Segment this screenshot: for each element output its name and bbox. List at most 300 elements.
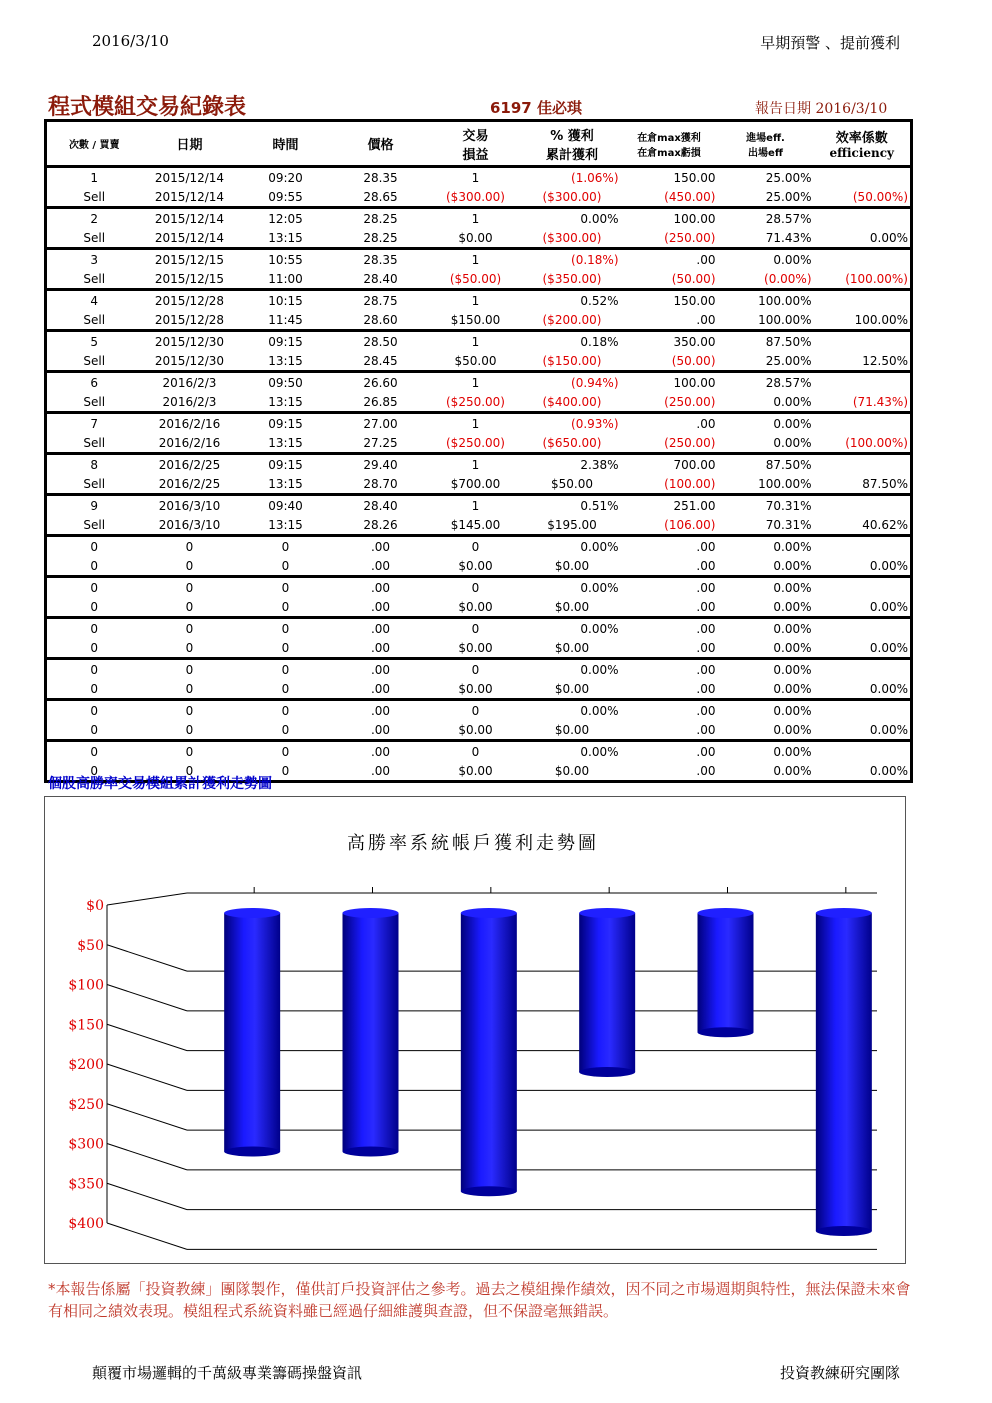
- table-cell: [814, 700, 912, 721]
- page-title: 程式模組交易紀錄表: [48, 94, 247, 120]
- table-cell: 0: [471, 703, 480, 718]
- table-cell: (0.94%): [571, 375, 619, 390]
- table-cell: $50.00: [524, 474, 621, 495]
- table-cell: 28.40: [363, 498, 398, 513]
- table-cell: 0.00%: [814, 228, 912, 249]
- table-cell: .00: [696, 252, 716, 267]
- table-cell: (250.00): [621, 392, 718, 413]
- table-cell: .00: [696, 744, 716, 759]
- table-cell: 1: [471, 416, 480, 431]
- table-cell: 700.00: [673, 457, 716, 472]
- table-cell: $0.00: [428, 228, 524, 249]
- chart-bar-bottom: [343, 1147, 399, 1157]
- table-cell: .00: [621, 720, 718, 741]
- table-cell: 2016/2/25: [142, 474, 238, 495]
- table-cell: $0.00: [428, 720, 524, 741]
- table-row-entry: [46, 208, 912, 229]
- table-cell: 0.00%: [814, 720, 912, 741]
- chart-y-tick-label: $250: [68, 1096, 104, 1113]
- table-row-entry: [46, 331, 912, 352]
- table-cell: 1: [471, 252, 480, 267]
- table-cell: 0: [238, 597, 334, 618]
- table-cell: 150.00: [673, 293, 716, 308]
- table-row-entry: [46, 741, 912, 762]
- table-cell: Sell: [46, 310, 142, 331]
- table-cell: .00: [334, 761, 428, 782]
- col-eff-header-1: 進場eff.: [746, 132, 785, 144]
- table-cell: 26.60: [363, 375, 398, 390]
- table-row-exit: [46, 638, 912, 659]
- table-cell: 2016/2/16: [142, 433, 238, 454]
- table-cell: 0: [142, 556, 238, 577]
- table-cell: .00: [696, 416, 716, 431]
- table-row-entry: [46, 618, 912, 639]
- table-cell: $195.00: [524, 515, 621, 536]
- col-efficiency-header-1: 效率係數: [835, 131, 888, 146]
- table-cell: 25.00%: [718, 187, 814, 208]
- table-cell: .00: [370, 703, 391, 718]
- table-cell: (0.18%): [571, 252, 619, 267]
- table-cell: 28.35: [363, 252, 398, 267]
- table-cell: 0: [46, 597, 142, 618]
- col-efficiency-header-2: efficiency: [829, 146, 895, 160]
- chart-title: 高勝率系統帳戶獲利走勢圖: [347, 833, 599, 854]
- table-cell: 150.00: [673, 170, 716, 185]
- table-cell: [814, 290, 912, 311]
- table-cell: 0: [142, 720, 238, 741]
- table-cell: 0: [46, 700, 142, 721]
- table-row-entry: [46, 700, 912, 721]
- table-cell: [814, 167, 912, 188]
- table-cell: (100.00%): [814, 269, 912, 290]
- table-cell: (71.43%): [814, 392, 912, 413]
- table-cell: $0.00: [428, 638, 524, 659]
- col-date-header: 日期: [142, 121, 238, 167]
- table-cell: 28.60: [334, 310, 428, 331]
- col-pct-header-1: % 獲利: [550, 128, 594, 144]
- table-cell: $0.00: [428, 597, 524, 618]
- table-cell: 29.40: [363, 457, 398, 472]
- chart-gridline-depth: [107, 1064, 187, 1090]
- table-cell: 0.52%: [580, 293, 619, 308]
- table-cell: [814, 741, 912, 762]
- chart-bar-bottom: [579, 1067, 635, 1077]
- table-cell: 0: [185, 662, 194, 677]
- table-cell: $0.00: [524, 761, 621, 782]
- table-cell: 0.00%: [773, 621, 812, 636]
- table-cell: 0: [238, 638, 334, 659]
- col-efficiency-header: [814, 121, 912, 167]
- table-cell: Sell: [46, 515, 142, 536]
- header-tagline: 早期預警 、提前獲利: [760, 34, 900, 52]
- table-cell: 0.00%: [814, 597, 912, 618]
- table-cell: 4: [46, 290, 142, 311]
- table-cell: 25.00%: [765, 170, 812, 185]
- table-cell: 2016/2/3: [142, 392, 238, 413]
- table-cell: 28.70: [334, 474, 428, 495]
- table-cell: $0.00: [524, 597, 621, 618]
- chart-y-tick-label: $300: [68, 1136, 104, 1153]
- chart-gridline-depth: [107, 1104, 187, 1130]
- table-cell: 2: [46, 208, 142, 229]
- chart-bar-top: [816, 908, 872, 918]
- table-cell: 100.00%: [718, 310, 814, 331]
- chart-gridline-depth: [107, 985, 187, 1011]
- table-cell: ($150.00): [524, 351, 621, 372]
- table-cell: 8: [46, 454, 142, 475]
- col-pct-header: [524, 121, 621, 167]
- table-cell: 25.00%: [718, 351, 814, 372]
- col-time-header: 時間: [238, 121, 334, 167]
- table-cell: 11:45: [238, 310, 334, 331]
- table-cell: .00: [621, 556, 718, 577]
- table-cell: .00: [370, 580, 391, 595]
- table-cell: 09:15: [268, 457, 303, 472]
- table-cell: .00: [696, 703, 716, 718]
- chart-bar: [698, 908, 754, 1037]
- table-cell: 0: [471, 539, 480, 554]
- chart-gridline-depth: [107, 1183, 187, 1209]
- table-cell: .00: [621, 597, 718, 618]
- table-cell: Sell: [46, 187, 142, 208]
- table-cell: $0.00: [524, 679, 621, 700]
- table-cell: Sell: [46, 392, 142, 413]
- table-row-entry: [46, 290, 912, 311]
- table-row-entry: [46, 249, 912, 270]
- table-cell: Sell: [46, 228, 142, 249]
- table-cell: 2015/12/28: [142, 310, 238, 331]
- table-cell: 28.35: [363, 170, 398, 185]
- table-cell: 1: [471, 211, 480, 226]
- table-cell: ($300.00): [524, 228, 621, 249]
- table-cell: 0.00%: [718, 597, 814, 618]
- table-cell: 0: [46, 679, 142, 700]
- col-max-header-2: 在倉max虧損: [637, 147, 701, 159]
- table-cell: 0.00%: [814, 679, 912, 700]
- table-cell: 27.25: [334, 433, 428, 454]
- col-eff-header-2: 出場eff: [748, 147, 783, 159]
- table-cell: 5: [46, 331, 142, 352]
- table-cell: 28.57%: [765, 375, 812, 390]
- table-cell: 0.00%: [580, 580, 619, 595]
- table-cell: 0: [46, 638, 142, 659]
- chart-bar-body: [816, 913, 872, 1231]
- table-row-exit: [46, 187, 912, 208]
- table-cell: $150.00: [428, 310, 524, 331]
- table-cell: 2016/2/25: [158, 457, 221, 472]
- table-row-entry: [46, 536, 912, 557]
- table-cell: 251.00: [673, 498, 716, 513]
- table-row-exit: [46, 556, 912, 577]
- table-cell: 28.50: [363, 334, 398, 349]
- table-cell: 0: [238, 679, 334, 700]
- table-cell: 71.43%: [718, 228, 814, 249]
- table-cell: .00: [334, 720, 428, 741]
- table-cell: 0: [142, 761, 238, 782]
- table-cell: (50.00): [621, 269, 718, 290]
- table-cell: 0.51%: [580, 498, 619, 513]
- table-cell: ($350.00): [524, 269, 621, 290]
- table-cell: [814, 413, 912, 434]
- chart-gridline-depth: [107, 1024, 187, 1050]
- table-cell: 0.00%: [718, 638, 814, 659]
- chart-gridline-depth: [107, 1223, 187, 1249]
- table-cell: 0.00%: [580, 539, 619, 554]
- table-cell: 70.31%: [718, 515, 814, 536]
- table-cell: $0.00: [524, 556, 621, 577]
- table-cell: 2016/2/16: [158, 416, 221, 431]
- table-cell: 0: [46, 618, 142, 639]
- table-cell: 0: [281, 703, 290, 718]
- table-cell: 13:15: [238, 392, 334, 413]
- chart-y-tick-label: $150: [68, 1017, 104, 1034]
- table-cell: 09:55: [238, 187, 334, 208]
- table-cell: [814, 249, 912, 270]
- table-cell: 0: [281, 662, 290, 677]
- table-cell: 2015/12/30: [154, 334, 225, 349]
- table-cell: 0: [238, 556, 334, 577]
- chart-bar-top: [343, 908, 399, 918]
- chart-gridline-depth: [107, 1144, 187, 1170]
- table-cell: (0.93%): [571, 416, 619, 431]
- table-cell: 0.00%: [718, 679, 814, 700]
- table-cell: ($300.00): [524, 187, 621, 208]
- table-cell: 0: [46, 556, 142, 577]
- chart-bar-body: [579, 913, 635, 1072]
- chart-y-tick-label: $200: [68, 1057, 104, 1073]
- table-row-exit: [46, 310, 912, 331]
- col-max-header: [621, 121, 718, 167]
- table-cell: 0: [142, 679, 238, 700]
- table-cell: Sell: [46, 474, 142, 495]
- table-cell: [814, 454, 912, 475]
- table-cell: [814, 372, 912, 393]
- table-cell: 7: [46, 413, 142, 434]
- chart-y-tick-label: $350: [68, 1176, 104, 1193]
- table-cell: 12:05: [268, 211, 303, 226]
- table-cell: (0.00%): [718, 269, 814, 290]
- table-cell: 0.00%: [718, 720, 814, 741]
- table-cell: 100.00: [673, 375, 716, 390]
- table-cell: 0: [281, 621, 290, 636]
- table-cell: 0.00%: [718, 761, 814, 782]
- col-trade-header: 次數 / 買賣: [46, 121, 142, 167]
- chart-bar-top: [579, 908, 635, 918]
- col-price-header: 價格: [334, 121, 428, 167]
- table-cell: 1: [471, 375, 480, 390]
- table-row-exit: [46, 597, 912, 618]
- table-cell: [814, 536, 912, 557]
- table-cell: 0: [281, 580, 290, 595]
- table-row-entry: [46, 454, 912, 475]
- chart-y-axis: [68, 898, 104, 1232]
- table-cell: .00: [621, 679, 718, 700]
- table-cell: 28.25: [334, 228, 428, 249]
- table-cell: $50.00: [428, 351, 524, 372]
- table-row-exit: [46, 228, 912, 249]
- table-cell: ($50.00): [428, 269, 524, 290]
- table-cell: 2015/12/14: [154, 211, 225, 226]
- table-cell: ($250.00): [428, 392, 524, 413]
- table-cell: 2015/12/28: [154, 293, 225, 308]
- table-cell: $0.00: [428, 556, 524, 577]
- table-cell: 100.00: [673, 211, 716, 226]
- table-cell: 28.75: [363, 293, 398, 308]
- table-cell: 1: [471, 334, 480, 349]
- table-row-exit: [46, 433, 912, 454]
- table-cell: 0.00%: [580, 211, 619, 226]
- table-cell: 13:15: [238, 228, 334, 249]
- table-cell: 27.00: [363, 416, 398, 431]
- table-cell: (450.00): [621, 187, 718, 208]
- table-row-exit: [46, 679, 912, 700]
- table-cell: Sell: [46, 269, 142, 290]
- table-cell: (100.00%): [814, 433, 912, 454]
- col-max-header-1: 在倉max獲利: [637, 132, 701, 144]
- table-cell: 1: [471, 457, 480, 472]
- table-cell: 0: [142, 638, 238, 659]
- footer-slogan: 顛覆市場邏輯的千萬級專業籌碼操盤資訊: [92, 1364, 363, 1382]
- table-cell: (1.06%): [571, 170, 619, 185]
- table-cell: 28.57%: [765, 211, 812, 226]
- table-cell: 0: [281, 744, 290, 759]
- table-cell: 87.50%: [765, 334, 812, 349]
- table-cell: 09:40: [268, 498, 303, 513]
- chart-axis-depth: [107, 893, 187, 905]
- table-cell: .00: [334, 638, 428, 659]
- table-cell: 0.00%: [718, 433, 814, 454]
- table-cell: (50.00): [621, 351, 718, 372]
- profit-trend-chart: [45, 797, 905, 1263]
- chart-gridline-depth: [107, 945, 187, 971]
- table-cell: (250.00): [621, 228, 718, 249]
- chart-y-tick-label: $400: [68, 1216, 104, 1232]
- table-cell: [814, 208, 912, 229]
- col-eff-header: [718, 121, 814, 167]
- chart-bar-body: [343, 913, 399, 1152]
- chart-bar: [224, 908, 280, 1157]
- table-cell: 2015/12/14: [142, 187, 238, 208]
- table-cell: 28.40: [334, 269, 428, 290]
- table-cell: .00: [621, 310, 718, 331]
- table-cell: 0: [46, 536, 142, 557]
- table-cell: 0: [46, 741, 142, 762]
- table-cell: 1: [471, 170, 480, 185]
- table-cell: 2016/2/3: [162, 375, 217, 390]
- table-cell: 2015/12/30: [142, 351, 238, 372]
- table-cell: 0: [471, 621, 480, 636]
- table-cell: (50.00%): [814, 187, 912, 208]
- header-date: 2016/3/10: [92, 32, 169, 50]
- table-cell: .00: [696, 539, 716, 554]
- table-cell: [814, 659, 912, 680]
- table-cell: ($650.00): [524, 433, 621, 454]
- table-cell: ($250.00): [428, 433, 524, 454]
- table-cell: 2015/12/15: [142, 269, 238, 290]
- table-cell: 0.00%: [814, 761, 912, 782]
- footer-team: 投資教練研究團隊: [779, 1364, 900, 1382]
- table-cell: 28.25: [363, 211, 398, 226]
- table-cell: $0.00: [428, 761, 524, 782]
- table-row-exit: [46, 269, 912, 290]
- chart-bar-top: [461, 908, 517, 918]
- table-cell: 0.18%: [580, 334, 619, 349]
- table-cell: 13:15: [238, 433, 334, 454]
- table-cell: 09:15: [268, 334, 303, 349]
- table-cell: 13:15: [238, 515, 334, 536]
- chart-bar-bottom: [461, 1186, 517, 1196]
- table-cell: .00: [696, 580, 716, 595]
- table-cell: 0.00%: [580, 744, 619, 759]
- chart-bars: [224, 908, 872, 1236]
- table-cell: 0: [185, 539, 194, 554]
- table-cell: 0: [471, 744, 480, 759]
- table-cell: 26.85: [334, 392, 428, 413]
- table-cell: 11:00: [238, 269, 334, 290]
- report-date: 報告日期 2016/3/10: [755, 101, 888, 117]
- table-cell: ($300.00): [428, 187, 524, 208]
- chart-y-tick-label: $50: [77, 937, 104, 954]
- chart-y-tick-label: $0: [86, 898, 104, 914]
- table-cell: 0: [142, 597, 238, 618]
- table-cell: 09:15: [268, 416, 303, 431]
- table-row-exit: [46, 515, 912, 536]
- chart-container: [44, 796, 906, 1264]
- table-cell: $0.00: [524, 638, 621, 659]
- col-pnl-header-2: 損益: [462, 147, 489, 163]
- table-header-row: [46, 121, 912, 167]
- table-cell: 2016/3/10: [158, 498, 221, 513]
- table-cell: 0.00%: [773, 416, 812, 431]
- chart-bar-body: [698, 913, 754, 1032]
- table-cell: 0.00%: [580, 662, 619, 677]
- table-cell: 28.65: [334, 187, 428, 208]
- table-cell: [814, 331, 912, 352]
- table-cell: 100.00%: [814, 310, 912, 331]
- col-pct-header-2: 累計獲利: [545, 147, 598, 163]
- chart-bar: [579, 908, 635, 1077]
- table-cell: 0.00%: [773, 539, 812, 554]
- table-cell: 0: [238, 720, 334, 741]
- table-row-entry: [46, 167, 912, 188]
- table-cell: .00: [334, 597, 428, 618]
- table-cell: 09:50: [268, 375, 303, 390]
- table-cell: .00: [334, 556, 428, 577]
- table-cell: 9: [46, 495, 142, 516]
- table-cell: 0: [238, 761, 334, 782]
- table-cell: 350.00: [673, 334, 716, 349]
- chart-bar: [461, 908, 517, 1196]
- table-cell: 87.50%: [765, 457, 812, 472]
- table-row-entry: [46, 372, 912, 393]
- table-cell: (100.00): [621, 474, 718, 495]
- chart-bar-bottom: [816, 1226, 872, 1236]
- table-cell: 0.00%: [580, 703, 619, 718]
- table-cell: ($200.00): [524, 310, 621, 331]
- table-cell: 100.00%: [718, 474, 814, 495]
- table-cell: .00: [370, 621, 391, 636]
- table-cell: 2015/12/14: [154, 170, 225, 185]
- table-cell: 0.00%: [814, 556, 912, 577]
- table-row-entry: [46, 495, 912, 516]
- table-cell: .00: [370, 662, 391, 677]
- table-cell: 70.31%: [765, 498, 812, 513]
- table-cell: 13:15: [238, 474, 334, 495]
- table-cell: 2016/3/10: [142, 515, 238, 536]
- table-cell: $145.00: [428, 515, 524, 536]
- table-cell: 0.00%: [580, 621, 619, 636]
- table-cell: .00: [334, 679, 428, 700]
